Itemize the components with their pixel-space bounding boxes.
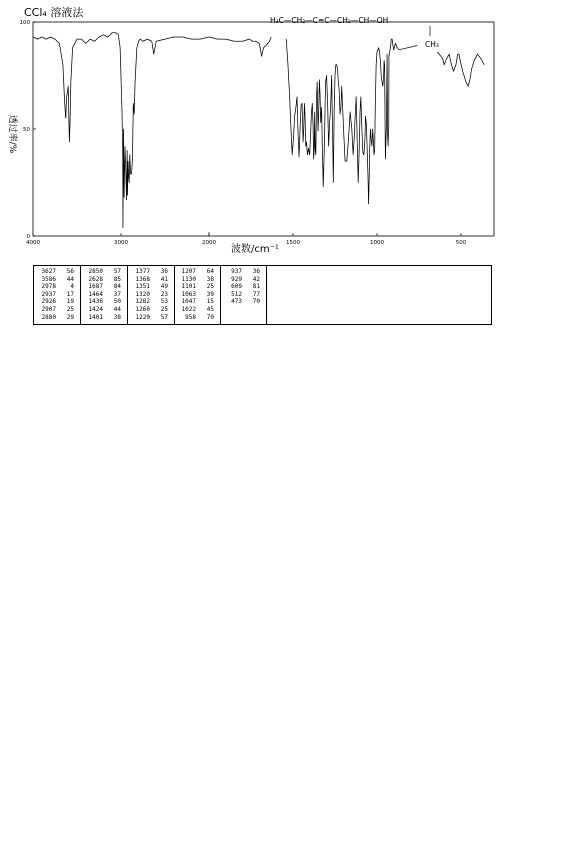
peak-wavenumber: 1207 (181, 268, 196, 275)
y-tick-label: 50 (23, 127, 30, 133)
peak-row (176, 298, 222, 306)
peak-row (36, 276, 82, 284)
peak-wavenumber: 937 (231, 268, 242, 275)
x-tick-label: 1500 (286, 240, 300, 246)
y-tick-label: 100 (19, 20, 30, 26)
peak-wavenumber: 1220 (135, 313, 150, 321)
peak-wavenumber: 1320 (135, 290, 150, 298)
peak-wavenumber: 1047 (181, 298, 196, 306)
peak-row (130, 298, 176, 306)
peak-column (222, 268, 268, 324)
peak-column-divider (127, 266, 128, 324)
peak-wavenumber: 2850 (88, 268, 103, 275)
peak-wavenumber: 1101 (181, 283, 196, 291)
peak-row (222, 268, 268, 276)
peak-row (176, 268, 222, 276)
peak-row (130, 268, 176, 276)
peak-wavenumber: 929 (231, 275, 242, 283)
peak-wavenumber: 1351 (135, 283, 150, 291)
peak-wavenumber: 2628 (88, 275, 103, 283)
peak-transmittance: 4 (70, 283, 74, 291)
peak-row (83, 276, 129, 284)
y-axis-label: 透过率/% (7, 114, 17, 154)
peak-transmittance: 57 (160, 313, 168, 321)
peak-wavenumber: 1377 (135, 268, 150, 275)
spectrum-line (33, 33, 484, 228)
peak-wavenumber: 1063 (181, 290, 196, 298)
peak-wavenumber: 2926 (41, 298, 56, 306)
peak-transmittance: 81 (252, 283, 260, 291)
peak-transmittance: 38 (206, 275, 214, 283)
peak-transmittance: 25 (206, 283, 214, 291)
peak-transmittance: 56 (66, 268, 74, 275)
peak-wavenumber: 1687 (88, 283, 103, 291)
peak-wavenumber: 2880 (41, 313, 56, 321)
peak-row (222, 291, 268, 299)
peak-column-divider (174, 266, 175, 324)
peak-row (130, 276, 176, 284)
peak-transmittance: 36 (252, 268, 260, 275)
peak-transmittance: 45 (206, 305, 214, 313)
peak-wavenumber: 2937 (41, 290, 56, 298)
peak-row (83, 283, 129, 291)
peak-row (176, 291, 222, 299)
peak-transmittance: 36 (160, 268, 168, 275)
y-tick-label: 0 (26, 234, 30, 240)
peak-column (130, 268, 176, 324)
peak-row (36, 314, 82, 322)
peak-transmittance: 70 (252, 298, 260, 306)
peak-row (83, 306, 129, 314)
x-tick-label: 500 (455, 240, 467, 246)
peak-column-divider (220, 266, 221, 324)
peak-transmittance: 42 (252, 275, 260, 283)
peak-transmittance: 25 (160, 305, 168, 313)
peak-row (36, 283, 82, 291)
x-axis-label: 波数/cm⁻¹ (231, 244, 279, 255)
peak-row (83, 298, 129, 306)
peak-transmittance: 64 (206, 268, 214, 275)
peak-transmittance: 44 (66, 275, 74, 283)
peak-column (83, 268, 129, 324)
peak-row (36, 268, 82, 276)
peak-wavenumber: 473 (231, 298, 242, 306)
peak-transmittance: 50 (113, 298, 121, 306)
peak-row (36, 291, 82, 299)
peak-row (36, 298, 82, 306)
peak-row (83, 291, 129, 299)
chemical-structure (262, 0, 459, 60)
peak-transmittance: 29 (66, 313, 74, 321)
peak-transmittance: 57 (113, 268, 121, 275)
structure-branch-methyl: CH₃ (425, 40, 439, 49)
peak-wavenumber: 1282 (135, 298, 150, 306)
peak-wavenumber: 1368 (135, 275, 150, 283)
peak-row (130, 306, 176, 314)
peak-column-divider (266, 266, 267, 324)
peak-row (83, 268, 129, 276)
peak-transmittance: 53 (160, 298, 168, 306)
peak-wavenumber: 609 (231, 283, 242, 291)
peak-column (36, 268, 82, 324)
peak-row (222, 276, 268, 284)
peak-row (176, 306, 222, 314)
peak-row (222, 283, 268, 291)
peak-wavenumber: 2907 (41, 305, 56, 313)
peak-wavenumber: 1436 (88, 298, 103, 306)
x-tick-label: 3000 (114, 240, 128, 246)
x-tick-label: 2000 (202, 240, 216, 246)
x-tick-label: 4000 (26, 240, 40, 246)
peak-transmittance: 39 (206, 290, 214, 298)
peak-transmittance: 15 (206, 298, 214, 306)
peak-row (130, 283, 176, 291)
peak-wavenumber: 3627 (41, 268, 56, 275)
peak-transmittance: 49 (160, 283, 168, 291)
peak-transmittance: 38 (113, 313, 121, 321)
peak-row (83, 314, 129, 322)
peak-transmittance: 41 (160, 275, 168, 283)
peak-transmittance: 44 (113, 305, 121, 313)
peak-column-divider (80, 266, 81, 324)
peak-wavenumber: 1424 (88, 305, 103, 313)
peak-row (176, 276, 222, 284)
peak-wavenumber: 3586 (41, 275, 56, 283)
x-tick-label: 1000 (370, 240, 384, 246)
peak-wavenumber: 1022 (181, 305, 196, 313)
peak-table (33, 265, 492, 325)
peak-transmittance: 17 (66, 290, 74, 298)
page-title: CCl₄ 溶液法 (24, 6, 84, 19)
peak-row (222, 298, 268, 306)
peak-transmittance: 77 (252, 290, 260, 298)
peak-wavenumber: 1401 (88, 313, 103, 321)
peak-wavenumber: 2978 (41, 283, 56, 291)
peak-row (176, 283, 222, 291)
peak-transmittance: 25 (66, 305, 74, 313)
peak-transmittance: 19 (66, 298, 74, 306)
peak-row (130, 291, 176, 299)
peak-transmittance: 85 (113, 275, 121, 283)
peak-wavenumber: 1130 (181, 275, 196, 283)
peak-row (36, 306, 82, 314)
peak-transmittance: 84 (113, 283, 121, 291)
peak-row (176, 314, 222, 322)
peak-transmittance: 70 (206, 313, 214, 321)
peak-wavenumber: 512 (231, 290, 242, 298)
peak-wavenumber: 1464 (88, 290, 103, 298)
peak-transmittance: 37 (113, 290, 121, 298)
peak-wavenumber: 958 (185, 313, 196, 321)
peak-column (176, 268, 222, 324)
peak-wavenumber: 1260 (135, 305, 150, 313)
structure-formula: H₃C—CH₂—C≡C—CH₂—CH—OH (270, 16, 389, 25)
peak-row (130, 314, 176, 322)
peak-transmittance: 23 (160, 290, 168, 298)
